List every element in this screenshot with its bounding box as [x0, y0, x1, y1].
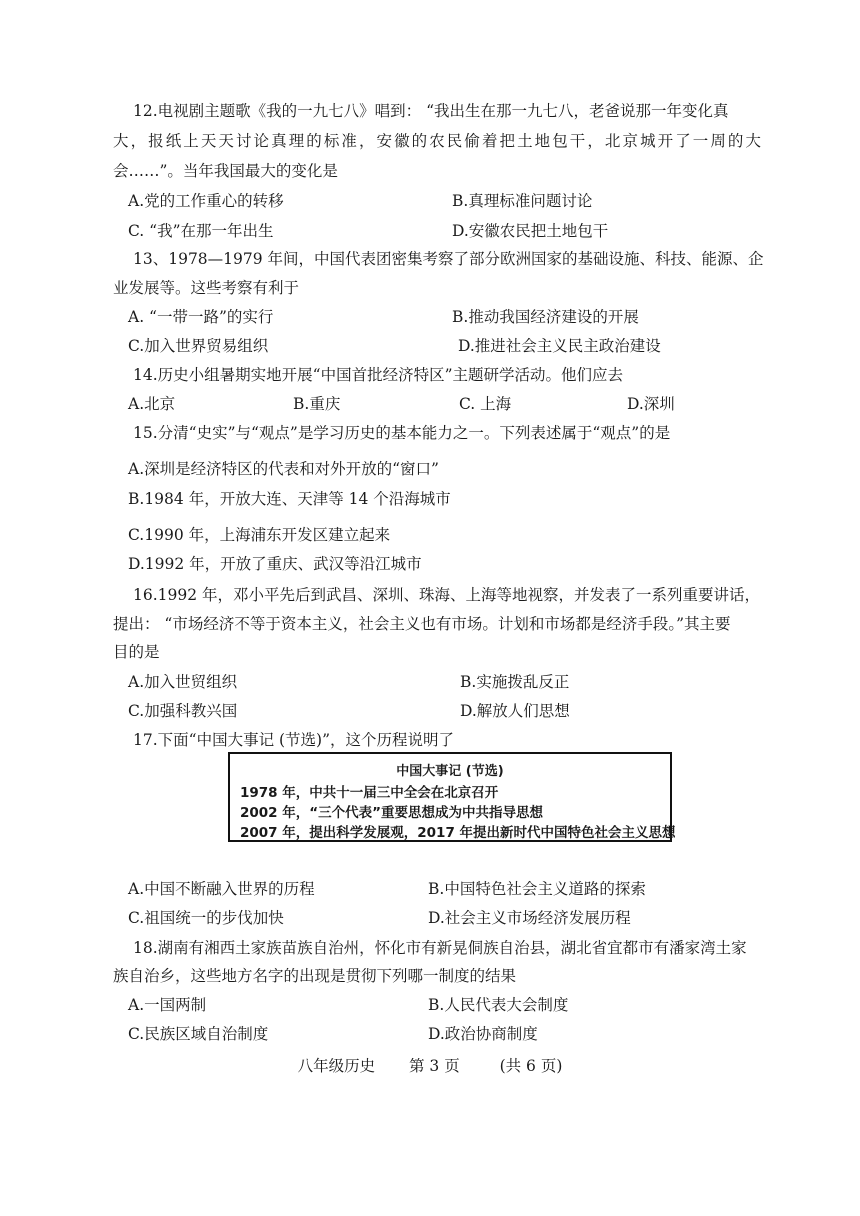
- q18-stem-line-1: 18.湖南有湘西土家族苗族自治州，怀化市有新晃侗族自治县，湖北省宜都市有潘家湾土家: [133, 939, 747, 957]
- q18-option-d: D.政治协商制度: [428, 1025, 538, 1043]
- q17-stem: 17.下面“中国大事记 (节选)”，这个历程说明了: [133, 731, 455, 749]
- chronology-line-2007: 2007 年，提出科学发展观，2017 年提出新时代中国特色社会主义思想: [240, 825, 676, 841]
- q15-option-c: C.1990 年，上海浦东开发区建立起来: [128, 526, 391, 544]
- q14-stem: 14.历史小组暑期实地开展“中国首批经济特区”主题研学活动。他们应去: [133, 366, 624, 384]
- chronology-box: [228, 752, 676, 842]
- q13-option-c: C.加入世界贸易组织: [128, 337, 269, 355]
- q17-option-d: D.社会主义市场经济发展历程: [428, 909, 631, 927]
- q12-stem-line-1: 12.电视剧主题歌《我的一九七八》唱到： “我出生在那一九七八，老爸说那一年变化真: [133, 102, 729, 120]
- q16-option-d: D.解放人们思想: [460, 702, 570, 720]
- q16-stem-line-2: 提出： “市场经济不等于资本主义，社会主义也有市场。计划和市场都是经济手段。”其主要: [113, 615, 731, 633]
- q13-option-a: A. “一带一路”的实行: [128, 308, 274, 326]
- q13-option-d: D.推进社会主义民主政治建设: [458, 337, 661, 355]
- q18-option-c: C.民族区域自治制度: [128, 1025, 269, 1043]
- q18-option-b: B.人民代表大会制度: [428, 996, 569, 1014]
- page-footer: [0, 1054, 860, 1076]
- chronology-line-1978: 1978 年，中共十一届三中全会在北京召开: [240, 785, 499, 801]
- q15-option-d: D.1992 年，开放了重庆、武汉等沿江城市: [128, 555, 422, 573]
- chronology-line-2002: 2002 年，“三个代表”重要思想成为中共指导思想: [240, 805, 544, 821]
- q15-option-b: B.1984 年，开放大连、天津等 14 个沿海城市: [128, 490, 451, 508]
- q14-option-b: B.重庆: [293, 395, 341, 413]
- q12-option-b: B.真理标准问题讨论: [452, 192, 593, 210]
- q18-stem-line-2: 族自治乡，这些地方名字的出现是贯彻下列哪一制度的结果: [113, 967, 517, 985]
- chronology-title: 中国大事记 (节选): [396, 764, 504, 779]
- q12-stem-line-2: 大，报纸上天天讨论真理的标准，安徽的农民偷着把土地包干，北京城开了一周的大: [113, 132, 761, 150]
- q13-option-b: B.推动我国经济建设的开展: [452, 308, 639, 326]
- q12-option-c: C. “我”在那一年出生: [128, 222, 274, 240]
- q14-option-d: D.深圳: [627, 395, 675, 413]
- q17-option-b: B.中国特色社会主义道路的探索: [428, 880, 646, 898]
- q16-option-b: B.实施拨乱反正: [460, 673, 570, 691]
- q16-option-c: C.加强科教兴国: [128, 702, 238, 720]
- q17-option-a: A.中国不断融入世界的历程: [128, 880, 315, 898]
- q16-stem-line-1: 16.1992 年，邓小平先后到武昌、深圳、珠海、上海等地视察，并发表了一系列重要讲话，: [133, 586, 761, 604]
- q13-stem-line-2: 业发展等。这些考察有利于: [113, 279, 300, 297]
- q14-option-c: C. 上海: [459, 395, 512, 413]
- q15-option-a: A.深圳是经济特区的代表和对外开放的“窗口”: [128, 460, 439, 478]
- q13-stem-line-1: 13、1978—1979 年间，中国代表团密集考察了部分欧洲国家的基础设施、科技、能源、企: [133, 250, 764, 268]
- footer-subject: 八年级历史: [297, 1057, 376, 1075]
- q17-option-c: C.祖国统一的步伐加快: [128, 909, 284, 927]
- footer-page-number: 第 3 页: [408, 1057, 460, 1075]
- q15-stem: 15.分清“史实”与“观点”是学习历史的基本能力之一。下列表述属于“观点”的是: [133, 424, 671, 442]
- footer-total-pages: (共 6 页): [499, 1057, 563, 1075]
- q16-stem-line-3: 目的是: [113, 643, 160, 661]
- q12-stem-line-3: 会……”。当年我国最大的变化是: [113, 162, 338, 180]
- q16-option-a: A.加入世贸组织: [128, 673, 238, 691]
- q18-option-a: A.一国两制: [128, 996, 207, 1014]
- q12-option-a: A.党的工作重心的转移: [128, 192, 284, 210]
- q14-option-a: A.北京: [128, 395, 176, 413]
- q12-option-d: D.安徽农民把土地包干: [452, 222, 609, 240]
